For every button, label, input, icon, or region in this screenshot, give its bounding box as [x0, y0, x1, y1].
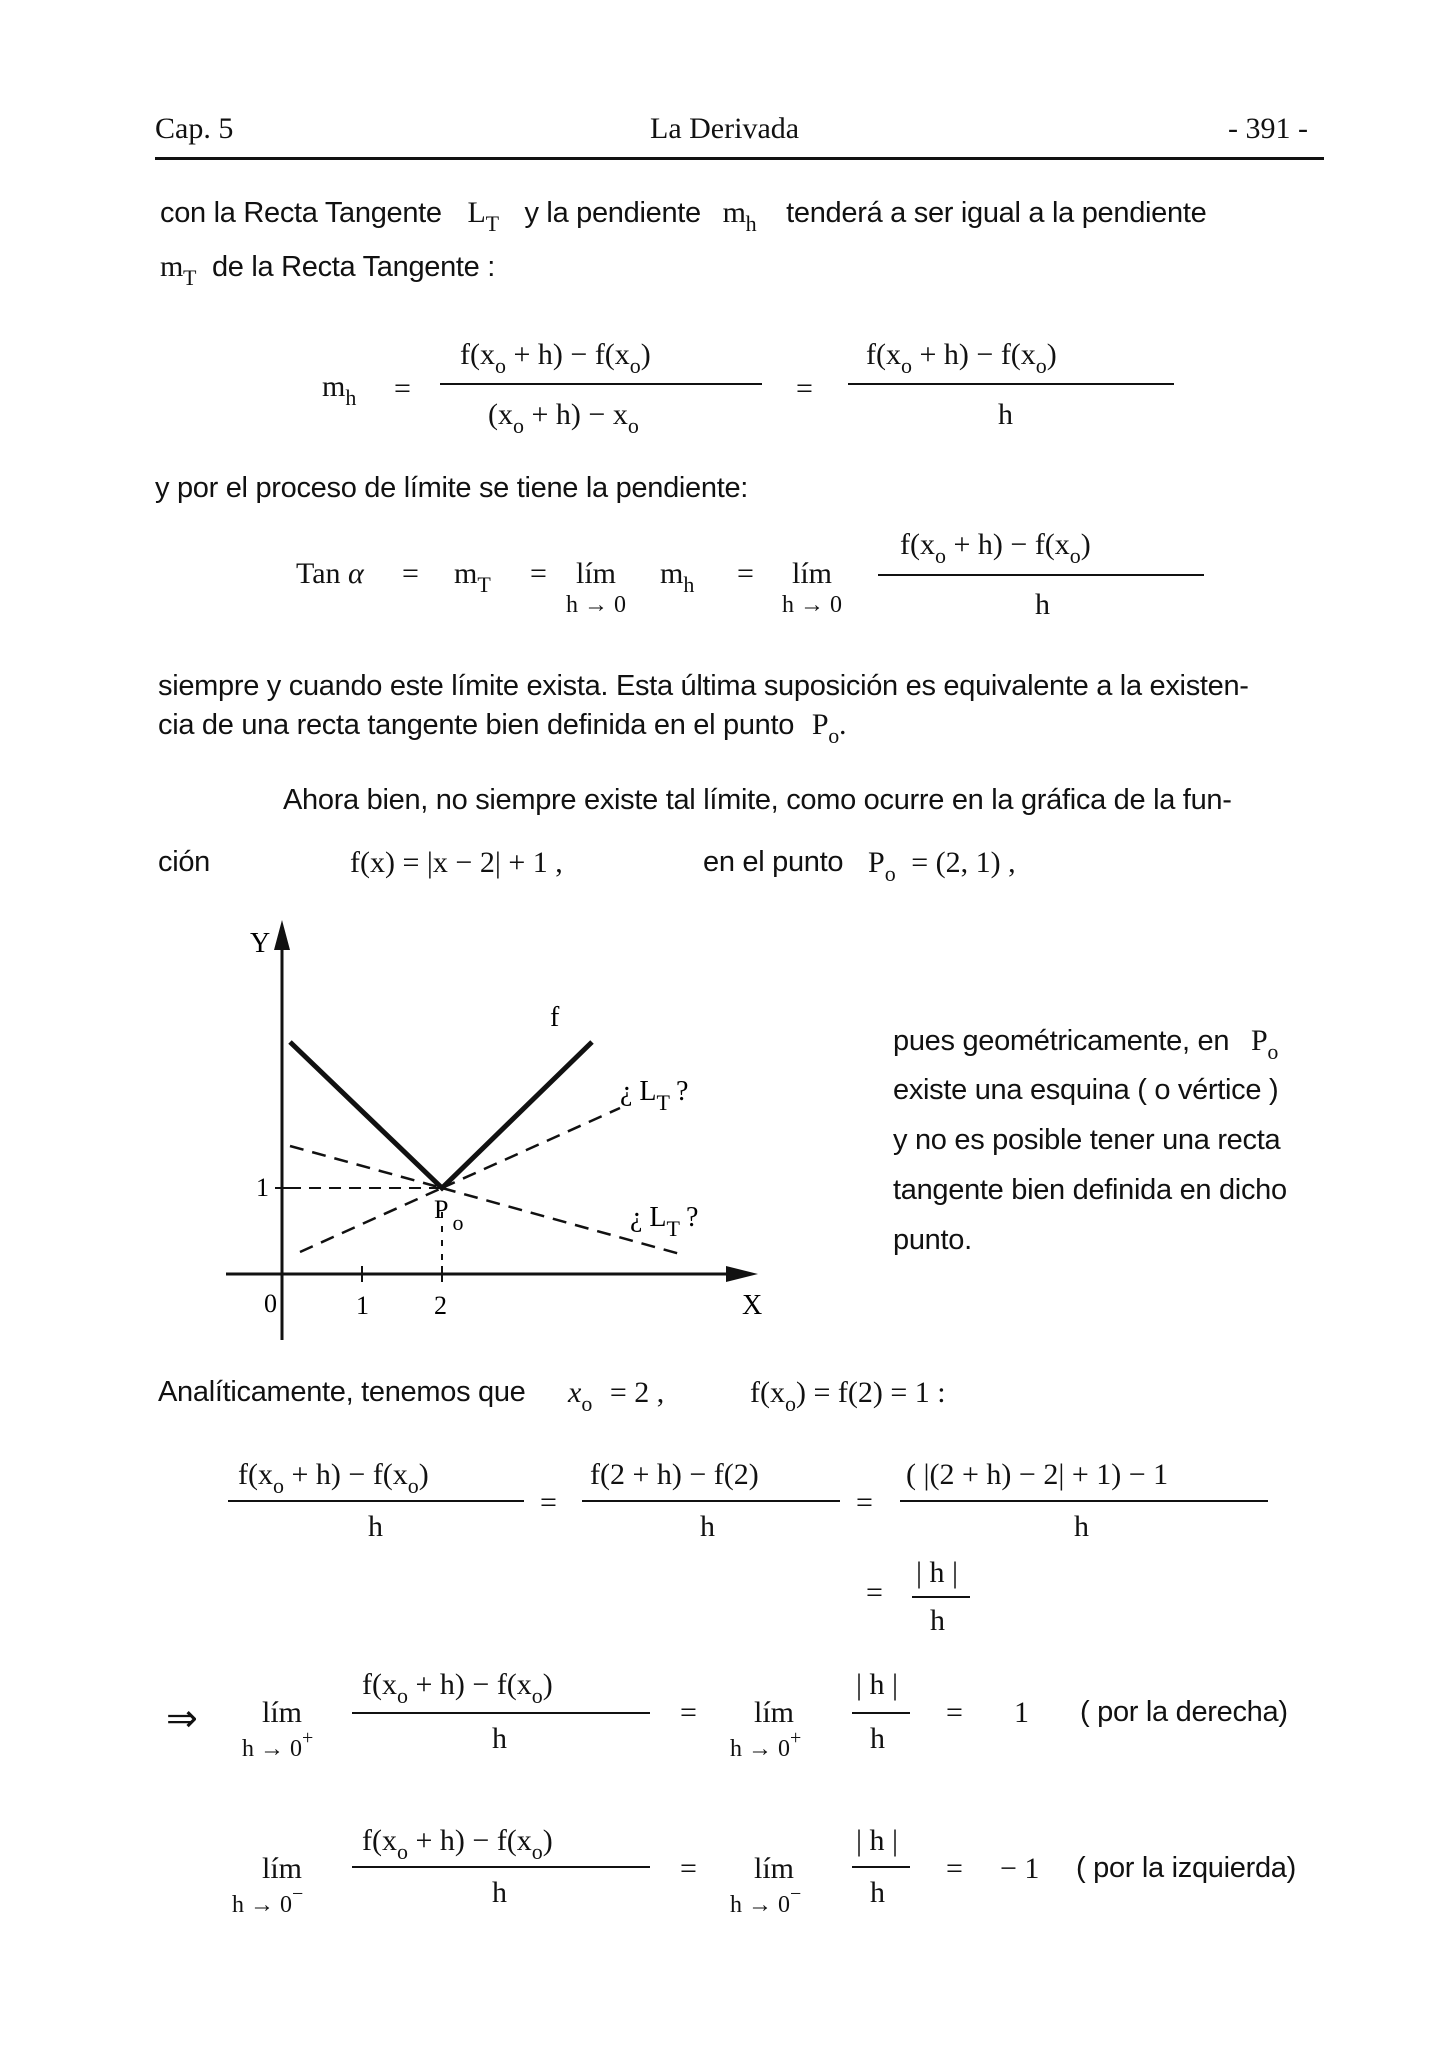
eq3-den4: h [930, 1604, 945, 1637]
implies-arrow: ⇒ [166, 1698, 198, 1740]
eq2-mT: $m_T$ [454, 557, 491, 597]
x-axis-arrow [726, 1266, 758, 1282]
eq2-den: h [1035, 588, 1050, 621]
eq1-num2: $f(x_o + h) - f(x_o)$ [866, 338, 1057, 378]
tick-label-y1: 1 [256, 1173, 269, 1202]
eq5-eq2: = [946, 1852, 963, 1885]
eq5-num: $f(x_o + h) - f(x_o)$ [362, 1824, 553, 1864]
eq5-lim2: lím [754, 1852, 795, 1885]
eq5-result: − 1 [1000, 1852, 1040, 1885]
eq3-frac3-line [900, 1500, 1268, 1502]
side-line4: tangente bien definida en dicho [893, 1174, 1287, 1206]
page-title: La Derivada [650, 112, 800, 145]
eq5-frac-line [352, 1866, 650, 1868]
page-number: - 391 - [1228, 112, 1308, 145]
side-line3: y no es posible tener una recta [893, 1124, 1281, 1156]
para1-line2: $m_T$ de la Recta Tangente : [160, 250, 496, 290]
para2: y por el proceso de límite se tiene la pendiente: [155, 472, 749, 504]
eq3-num4: | h | [916, 1556, 959, 1589]
header-rule [155, 157, 1324, 160]
para4-line1: Ahora bien, no siempre existe tal límite, como ocurre en la gráfica de la fun- [283, 784, 1232, 816]
eq4-result: 1 [1014, 1696, 1029, 1729]
tangent-label-2: ¿ $L_T$ ? [630, 1202, 699, 1241]
eq4-abs-num: | h | [856, 1668, 899, 1701]
x-axis-label: X [742, 1290, 763, 1321]
eq1-num1: $f(x_o + h) - f(x_o)$ [460, 338, 651, 378]
tangent-label-1: ¿ $L_T$ ? [620, 1076, 689, 1115]
para4-cion: ción [158, 846, 210, 878]
eq2-lim2-under: h → 0 [782, 592, 842, 618]
eq1-eq2: = [796, 372, 813, 405]
tick-label-1: 1 [356, 1291, 369, 1320]
eq4-abs-line [852, 1712, 910, 1714]
eq4-den: h [492, 1722, 507, 1755]
para4-punto: en el punto [703, 846, 844, 878]
eq2-eq2: = [530, 557, 547, 590]
para4-point: $P_o = (2$, 1) , [868, 846, 1016, 886]
para5-fx0: $f(x_o) = f(2) = 1$ : [750, 1376, 946, 1416]
y-axis-arrow [274, 920, 290, 950]
eq1-den1: $(x_o + h) - x_o$ [488, 398, 639, 438]
chapter-label: Cap. 5 [155, 112, 234, 145]
eq2-frac-line [878, 574, 1204, 576]
side-line2: existe una esquina ( o vértice ) [893, 1074, 1279, 1106]
para1-line1: con la Recta Tangente $L_T$ y la pendiente $m_h$ tenderá a ser igual a la pendiente [160, 196, 1207, 236]
eq5-abs-num: | h | [856, 1824, 899, 1857]
tick-label-0: 0 [264, 1289, 277, 1318]
para3-line1: siempre y cuando este límite exista. Esta última suposición es equivalente a la existen- [158, 670, 1249, 702]
para3-line2: cia de una recta tangente bien definida en el punto $P_o$. [158, 708, 847, 748]
eq2-num: $f(x_o + h) - f(x_o)$ [900, 528, 1091, 568]
eq2-eq1: = [402, 557, 419, 590]
eq1-lhs: $m_h$ [322, 370, 357, 410]
eq1-frac2-line [848, 383, 1174, 385]
eq3-num1: $f(x_o + h) - f(x_o)$ [238, 1458, 429, 1498]
graph-figure [220, 912, 780, 1352]
eq3-num2: f(2 + h) − f(2) [590, 1458, 759, 1491]
eq5-eq1: = [680, 1852, 697, 1885]
eq1-eq1: = [394, 372, 411, 405]
eq1-frac1-line [440, 383, 762, 385]
eq3-eq2: = [856, 1486, 873, 1519]
eq2-lim1-under: h → 0 [566, 592, 626, 618]
eq4-lim2-under: h → 0+ [730, 1727, 802, 1762]
eq4-lim1: lím [262, 1696, 303, 1729]
eq3-frac1-line [228, 1500, 524, 1502]
eq2-eq3: = [737, 557, 754, 590]
eq4-abs-den: h [870, 1722, 885, 1755]
eq5-abs-den: h [870, 1876, 885, 1909]
eq3-den3: h [1074, 1510, 1089, 1543]
eq3-frac4-line [912, 1596, 970, 1598]
eq2-lim2: lím [792, 557, 833, 590]
eq4-lim2: lím [754, 1696, 795, 1729]
eq2-tan: Tan α [296, 557, 364, 590]
para5-text: Analíticamente, tenemos que [158, 1376, 526, 1408]
eq3-eq3: = [866, 1576, 883, 1609]
eq4-note: ( por la derecha) [1080, 1696, 1288, 1728]
dashed-line-left-low [300, 1188, 442, 1252]
eq4-eq2: = [946, 1696, 963, 1729]
eq3-den1: h [368, 1510, 383, 1543]
para5-x0: $x_o = 2$ , [568, 1376, 665, 1416]
tangent-candidate-1 [442, 1108, 620, 1188]
para4-func: f(x) = |x − 2| + 1 , [350, 846, 563, 879]
side-line5: punto. [893, 1224, 972, 1256]
eq3-eq1: = [540, 1486, 557, 1519]
f-label: f [550, 1002, 560, 1033]
eq2-mh: $m_h$ [660, 557, 695, 597]
eq2-lim1: lím [576, 557, 617, 590]
eq1-den2: h [998, 398, 1013, 431]
eq5-lim1-under: h → 0− [232, 1883, 304, 1918]
eq3-den2: h [700, 1510, 715, 1543]
eq4-num: $f(x_o + h) - f(x_o)$ [362, 1668, 553, 1708]
eq5-abs-line [852, 1866, 910, 1868]
eq5-note: ( por la izquierda) [1076, 1852, 1296, 1884]
eq5-den: h [492, 1876, 507, 1909]
eq4-eq1: = [680, 1696, 697, 1729]
eq5-lim2-under: h → 0− [730, 1883, 802, 1918]
p0-label: P $_o$ [434, 1195, 464, 1235]
eq3-frac2-line [582, 1500, 840, 1502]
y-axis-label: Y [250, 928, 271, 959]
side-line1: pues geométricamente, en $P_o$ [893, 1024, 1279, 1064]
eq4-frac-line [352, 1712, 650, 1714]
eq3-num3: ( |(2 + h) − 2| + 1) − 1 [906, 1458, 1169, 1491]
eq4-lim1-under: h → 0+ [242, 1727, 314, 1762]
function-graph [290, 1042, 592, 1188]
tick-label-2: 2 [434, 1291, 447, 1320]
eq5-lim1: lím [262, 1852, 303, 1885]
